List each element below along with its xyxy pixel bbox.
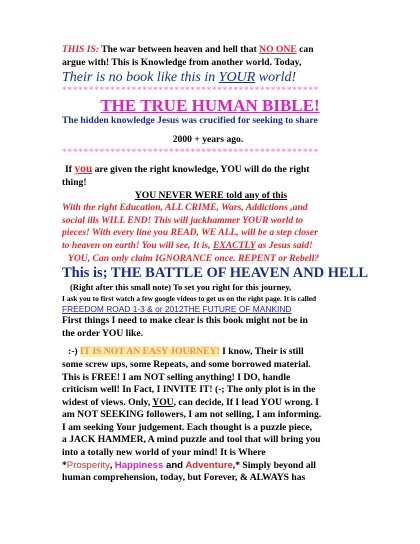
star-divider-2: ************************************************ <box>62 148 319 159</box>
happiness-word: Happiness <box>114 459 164 471</box>
no-one-emphasis: NO ONE <box>259 44 297 55</box>
body-line-1: First things I need to make clear is this book might not be in <box>62 315 308 327</box>
body-line-5: criticism well! In Fact, I INVITE IT! (-; The only plot is in the <box>62 384 316 396</box>
small-note: (Right after this small note) To set you right for this journey, <box>70 282 292 293</box>
no-book-line: Their is no book like this in YOUR world! <box>62 70 297 86</box>
red-paragraph-5: YOU, Can only claim IGNORANCE once. REPENT or Rebell? <box>68 252 320 264</box>
adventure-word: Adventure <box>185 459 233 471</box>
widest-views-line: widest of views. Only, YOU, can decide, If I lead YOU wrong. I <box>62 396 319 408</box>
prosperity-word: Prosperity <box>66 459 110 471</box>
never-were-line: YOU NEVER WERE told any of this <box>134 189 288 201</box>
years-line: 2000 + years ago. <box>172 133 244 145</box>
star-divider-1: ************************************************ <box>62 86 319 97</box>
not-easy-journey-highlight: IT IS NOT AN EASY JOURNEY! <box>79 346 220 358</box>
red-paragraph-2: social ills WILL END! This will jackhammer YOUR world to <box>62 214 304 226</box>
intro-line-2: argue with! This is Knowledge from another world. Today, <box>62 56 302 68</box>
you-emphasis: you <box>74 163 93 176</box>
body-line-3: some screw ups, some Repeats, and some borrowed material. <box>62 358 311 370</box>
intro-line-1: THIS IS: The war between heaven and hell that NO ONE can <box>62 44 314 55</box>
red-paragraph-1: With the right Education, ALL CRIME, Wars, Addictions ,and <box>62 202 308 214</box>
journey-line: :-) IT IS NOT AN EASY JOURNEY! I know, Their is still <box>68 346 304 358</box>
thing-line: thing! <box>62 176 87 188</box>
body-line-8: a JACK HAMMER, A mind puzzle and tool that will bring you <box>62 434 321 446</box>
battle-heading: This is; THE BATTLE OF HEAVEN AND HELL <box>62 265 369 282</box>
red-paragraph-4: to heaven on earth! You will see, It is, EXACTLY as Jesus said! <box>62 239 313 251</box>
body-line-9: into a totally new world of your mind! It is Where <box>62 447 266 459</box>
book-title: THE TRUE HUMAN BIBLE! <box>100 96 320 116</box>
red-paragraph-3: pieces! With every line you READ, WE ALL, will be a step closer <box>62 227 318 239</box>
freedom-road-link[interactable]: FREEDOM ROAD 1-3 & or 2012THE FUTURE OF MANKIND <box>62 304 292 315</box>
body-line-2: the order YOU like. <box>62 327 144 339</box>
body-line-4: This is FREE! I am NOT selling anything! I DO, handle <box>62 371 291 383</box>
final-line: human comprehension, today, but Forever, & ALWAYS has <box>62 472 306 484</box>
if-you-line: If you are given the right knowledge, YOU will do the right <box>65 163 310 176</box>
watch-videos-line: I ask you to first watch a few google videos to get us on the right page. It is called <box>62 294 317 304</box>
this-is-label: THIS IS: <box>62 44 100 55</box>
prosperity-line: *Prosperity, Happiness and Adventure,* Simply beyond all <box>62 459 316 471</box>
body-line-6: am NOT SEEKING followers, I am not selling, I am informing. <box>62 409 322 421</box>
body-line-7: I am seeking Your judgement. Each thought is a puzzle piece, <box>62 421 312 433</box>
hidden-knowledge-line: The hidden knowledge Jesus was crucified for seeking to share <box>62 115 318 127</box>
